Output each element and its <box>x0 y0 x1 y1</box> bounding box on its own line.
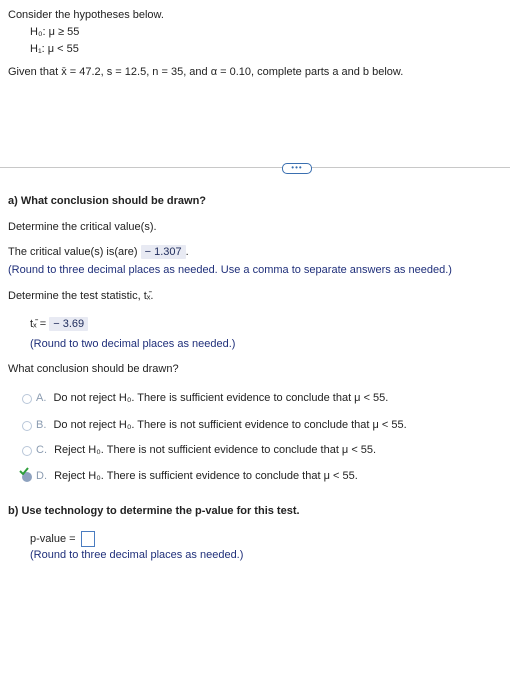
pvalue-row <box>30 531 95 547</box>
critical-note: (Round to three decimal places as needed. Use a comma to separate answers as needed.) <box>8 264 452 276</box>
alt-hypothesis: H₁: μ < 55 <box>30 43 79 55</box>
option-a-letter: A. <box>36 392 47 404</box>
option-b[interactable] <box>36 419 407 431</box>
option-a-text: Do not reject H₀. There is sufficient evidence to conclude that μ < 55. <box>53 392 389 404</box>
option-b-text: Do not reject H₀. There is not sufficient evidence to conclude that μ < 55. <box>53 419 407 431</box>
pvalue-label: p-value = <box>30 532 76 545</box>
test-note: (Round to two decimal places as needed.) <box>30 338 236 350</box>
option-c[interactable] <box>36 444 376 456</box>
section-divider <box>0 167 510 168</box>
checkmark-icon <box>19 467 29 475</box>
pvalue-input[interactable] <box>81 531 95 547</box>
intro-text: Consider the hypotheses below. <box>8 9 164 21</box>
option-d[interactable] <box>36 470 358 482</box>
option-d-text: Reject H₀. There is sufficient evidence to conclude that μ < 55. <box>54 470 358 482</box>
option-d-letter: D. <box>36 470 47 482</box>
critical-row: The critical value(s) is(are) − 1.307 . <box>8 246 189 258</box>
option-a[interactable] <box>36 392 388 404</box>
option-c-text: Reject H₀. There is not sufficient evidence to conclude that μ < 55. <box>54 444 377 456</box>
option-b-letter: B. <box>36 419 47 431</box>
critical-value-answer[interactable]: − 1.307 <box>141 245 186 259</box>
part-b-heading: b) Use technology to determine the p-value for this test. <box>8 505 300 517</box>
option-a-radio[interactable] <box>22 394 32 404</box>
option-c-radio[interactable] <box>22 446 32 456</box>
part-a-heading: a) What conclusion should be drawn? <box>8 195 207 207</box>
test-label: tₓ̄ = <box>30 318 47 330</box>
test-statistic-answer[interactable]: − 3.69 <box>49 317 88 331</box>
given-text: Given that x̄ = 47.2, s = 12.5, n = 35, and α = 0.10, complete parts a and b below. <box>8 66 404 78</box>
test-prompt: Determine the test statistic, tₓ̄. <box>8 290 154 302</box>
test-row <box>30 317 88 331</box>
option-c-letter: C. <box>36 444 47 456</box>
critical-label: The critical value(s) is(are) <box>8 246 138 258</box>
conclusion-prompt: What conclusion should be drawn? <box>8 363 179 375</box>
more-button[interactable]: ••• <box>282 163 312 174</box>
pvalue-note: (Round to three decimal places as needed.) <box>30 549 244 561</box>
critical-prompt: Determine the critical value(s). <box>8 221 157 233</box>
option-b-radio[interactable] <box>22 421 32 431</box>
null-hypothesis: H₀: μ ≥ 55 <box>30 26 80 38</box>
